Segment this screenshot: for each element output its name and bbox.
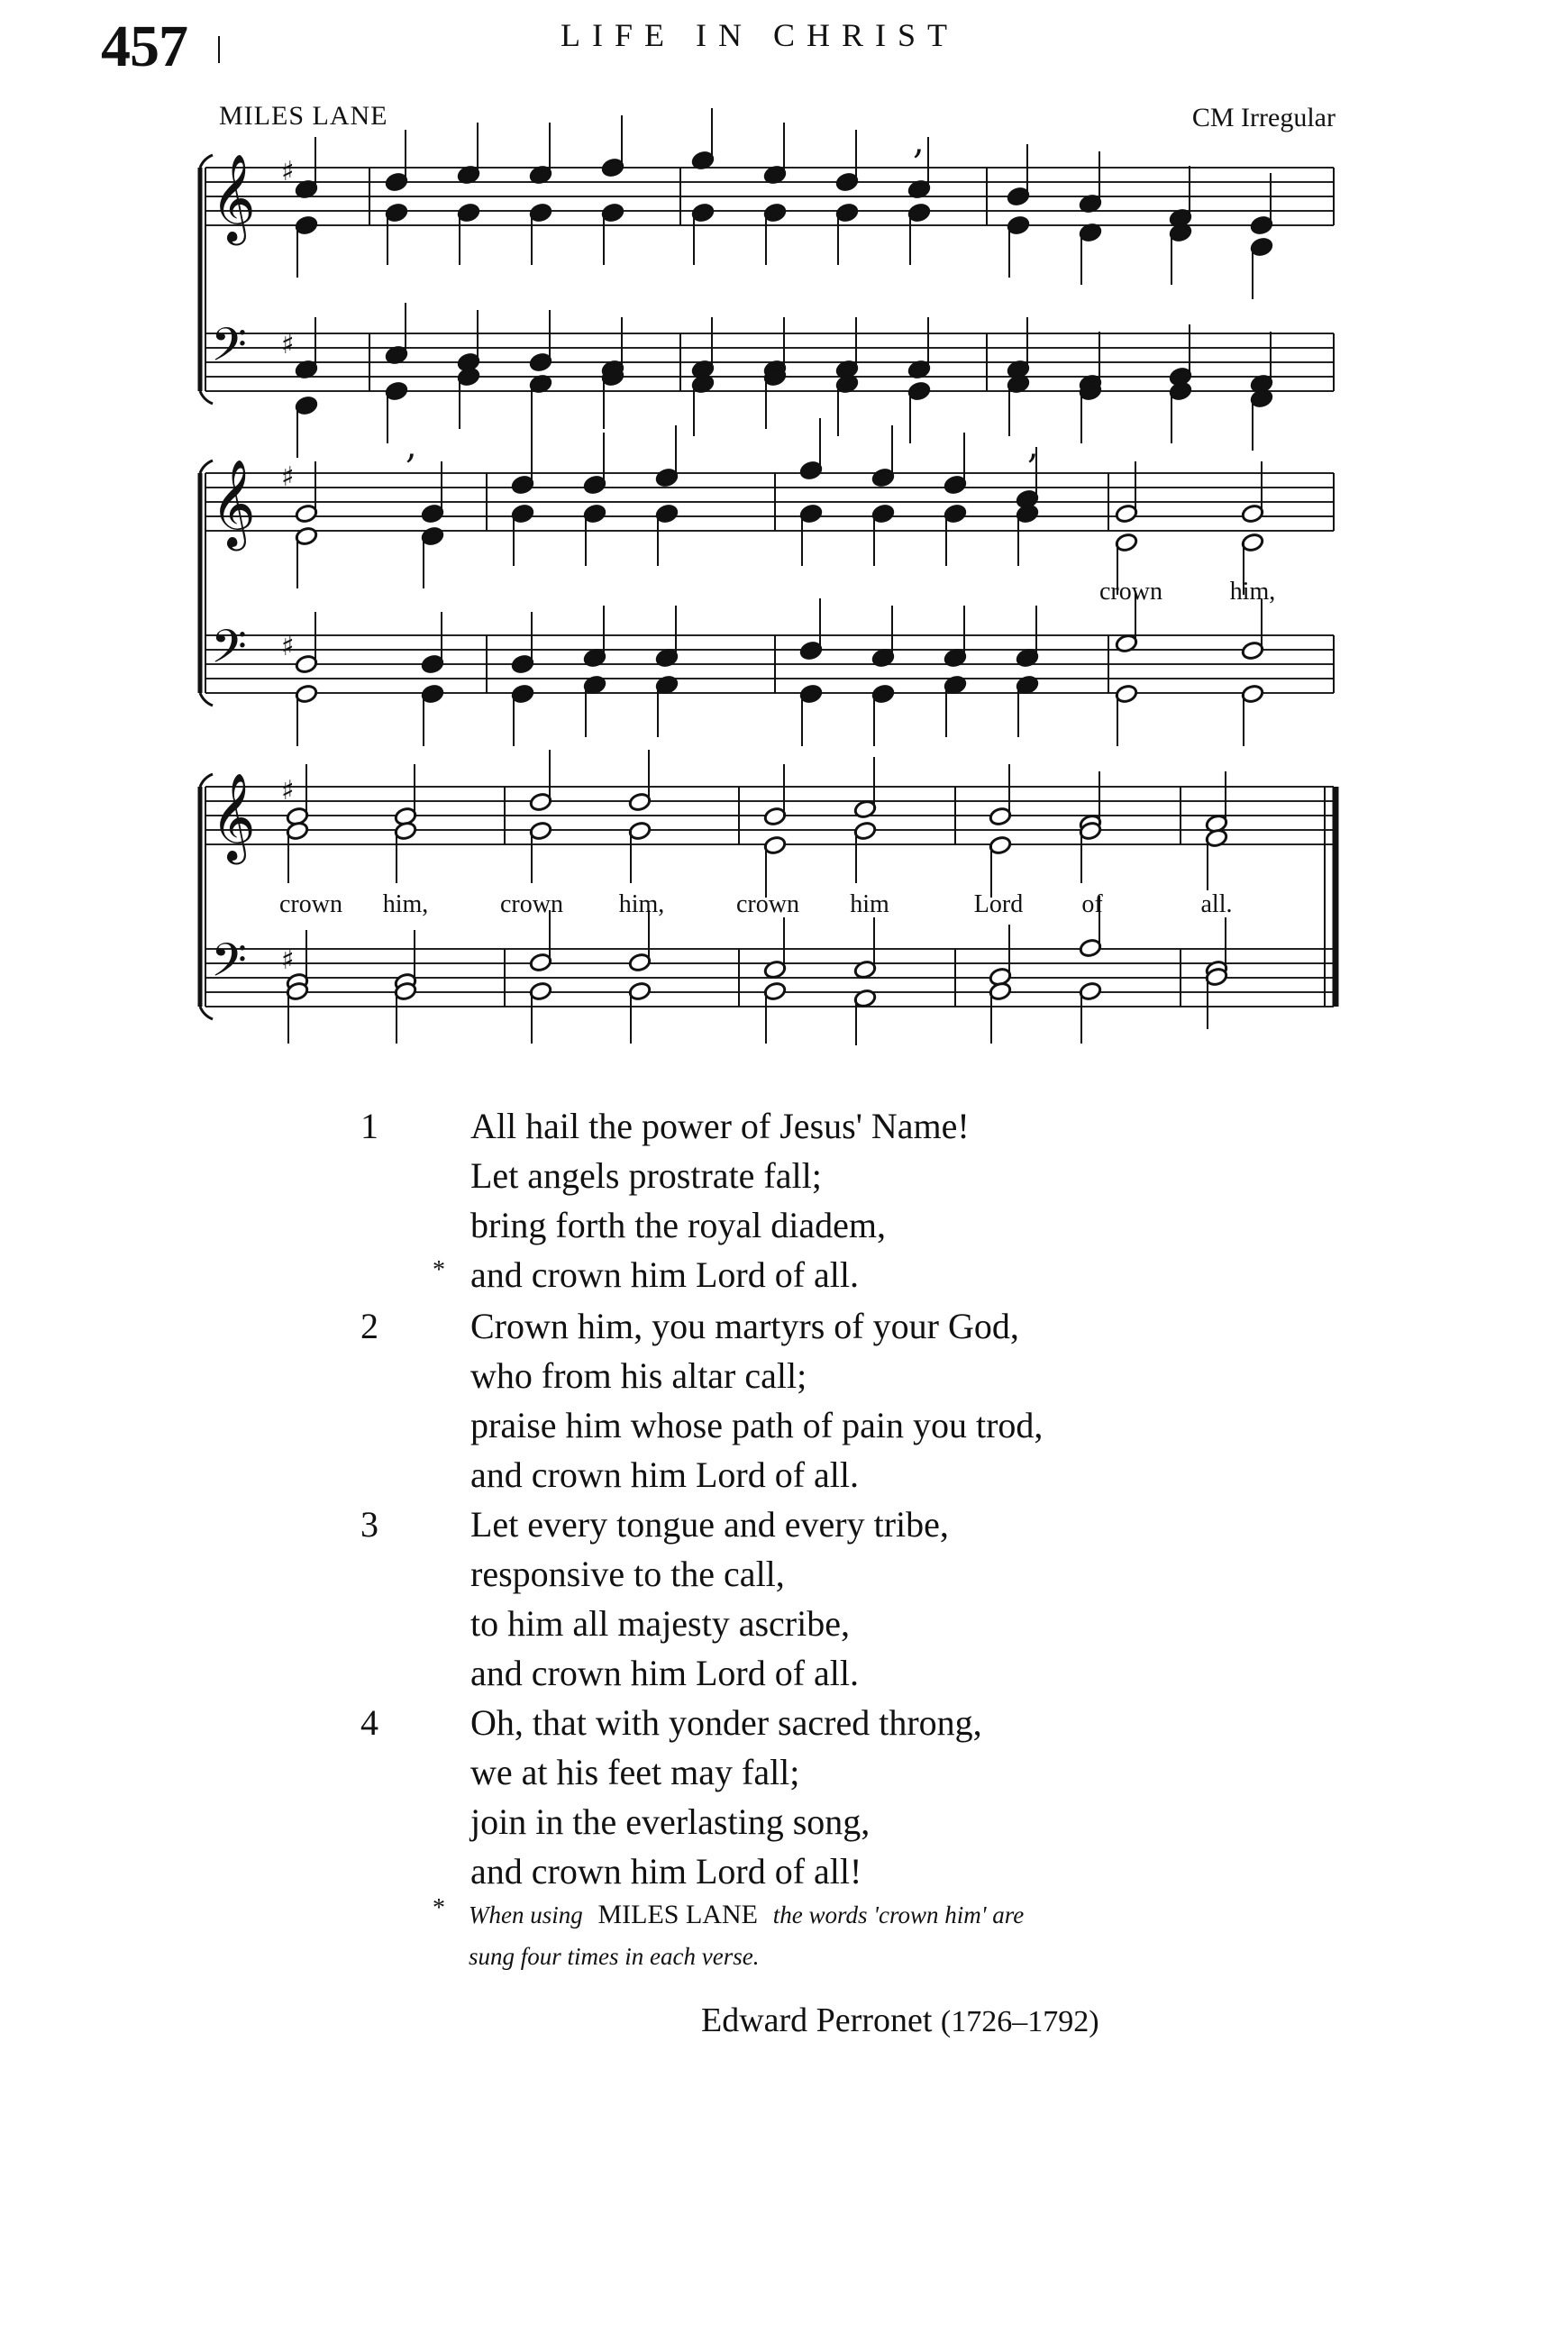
key-signature-sharp: ♯ (281, 461, 295, 493)
verse-line: Let angels prostrate fall; (470, 1155, 822, 1196)
author-name: Edward Perronet (701, 2001, 933, 2039)
lyric-word: crown (1099, 578, 1162, 606)
verse-line: and crown him Lord of all. (470, 1454, 859, 1495)
verse-line: to him all majesty ascribe, (470, 1603, 850, 1644)
tune-name: MILES LANE (219, 101, 388, 131)
treble-clef: 𝄞 (211, 772, 256, 861)
lyric-word: crown (736, 890, 799, 918)
verse-lines (470, 1301, 1043, 1500)
verse-line: we at his feet may fall; (470, 1752, 800, 1792)
breath-mark: , (1027, 425, 1039, 467)
lyric-word: crown (279, 890, 342, 918)
bracket-bottom (200, 1007, 213, 1019)
meter: CM Irregular (1191, 103, 1336, 132)
verse-line: All hail the power of Jesus' Name! (470, 1106, 970, 1146)
footnote-post: the words 'crown him' are (772, 1901, 1025, 1928)
section-title: LIFE IN CHRIST (561, 17, 959, 53)
verse-line: Crown him, you martyrs of your God, (470, 1306, 1019, 1346)
verse-line: and crown him Lord of all! (470, 1851, 862, 1892)
treble-clef: 𝄞 (211, 153, 256, 242)
treble-clef: 𝄞 (211, 459, 256, 547)
bass-clef: 𝄢 (211, 317, 247, 383)
lyric-word: of (1081, 890, 1103, 918)
key-signature-sharp: ♯ (281, 329, 295, 360)
verse-number: 3 (360, 1504, 378, 1545)
verse-line: and crown him Lord of all. (470, 1653, 859, 1693)
hymn-number: 457 (101, 14, 187, 79)
breath-mark: , (913, 121, 925, 162)
breath-mark: , (406, 425, 417, 467)
lyric-word: him, (1229, 578, 1276, 606)
lyric-word: him (850, 890, 889, 918)
verse-line: praise him whose path of pain you trod, (470, 1405, 1044, 1445)
verse-line: who from his altar call; (470, 1355, 807, 1396)
bass-clef: 𝄢 (211, 933, 247, 998)
verse-lines (470, 1101, 970, 1299)
author-credit (701, 2001, 1099, 2040)
lyric-word: him, (618, 890, 665, 918)
verse-number: 4 (360, 1702, 378, 1743)
lyric-word: Lord (973, 890, 1024, 918)
verse-lines (470, 1500, 949, 1698)
verse-star-marker: * (433, 1256, 445, 1284)
verse-line: Let every tongue and every tribe, (470, 1504, 949, 1545)
music-score (0, 0, 1568, 1045)
verse-line: join in the everlasting song, (470, 1801, 871, 1842)
bass-clef: 𝄢 (211, 619, 247, 685)
key-signature-sharp: ♯ (281, 775, 295, 807)
bracket-bottom (200, 391, 213, 404)
key-signature-sharp: ♯ (281, 631, 295, 662)
verse-number: 2 (360, 1306, 378, 1346)
verse-line: responsive to the call, (470, 1554, 785, 1594)
verse-lines (470, 1698, 982, 1896)
verse-number: 1 (360, 1106, 378, 1146)
author-dates: (1726–1792) (940, 2005, 1099, 2038)
key-signature-sharp: ♯ (281, 944, 295, 976)
footnote-marker: * (433, 1894, 445, 1922)
footnote (469, 1894, 1208, 1977)
verse-line: bring forth the royal diadem, (470, 1205, 886, 1245)
footnote-line2: sung four times in each verse. (469, 1943, 760, 1970)
lyric-word: all. (1200, 890, 1233, 918)
bracket-bottom (200, 693, 213, 706)
footnote-tune-name: MILES LANE (597, 1900, 758, 1929)
key-signature-sharp: ♯ (281, 156, 295, 187)
verse-line: Oh, that with yonder sacred throng, (470, 1702, 982, 1743)
lyric-word: him, (382, 890, 429, 918)
footnote-pre: When using (469, 1901, 583, 1928)
lyric-word: crown (500, 890, 563, 918)
verse-line: and crown him Lord of all. (470, 1254, 859, 1295)
